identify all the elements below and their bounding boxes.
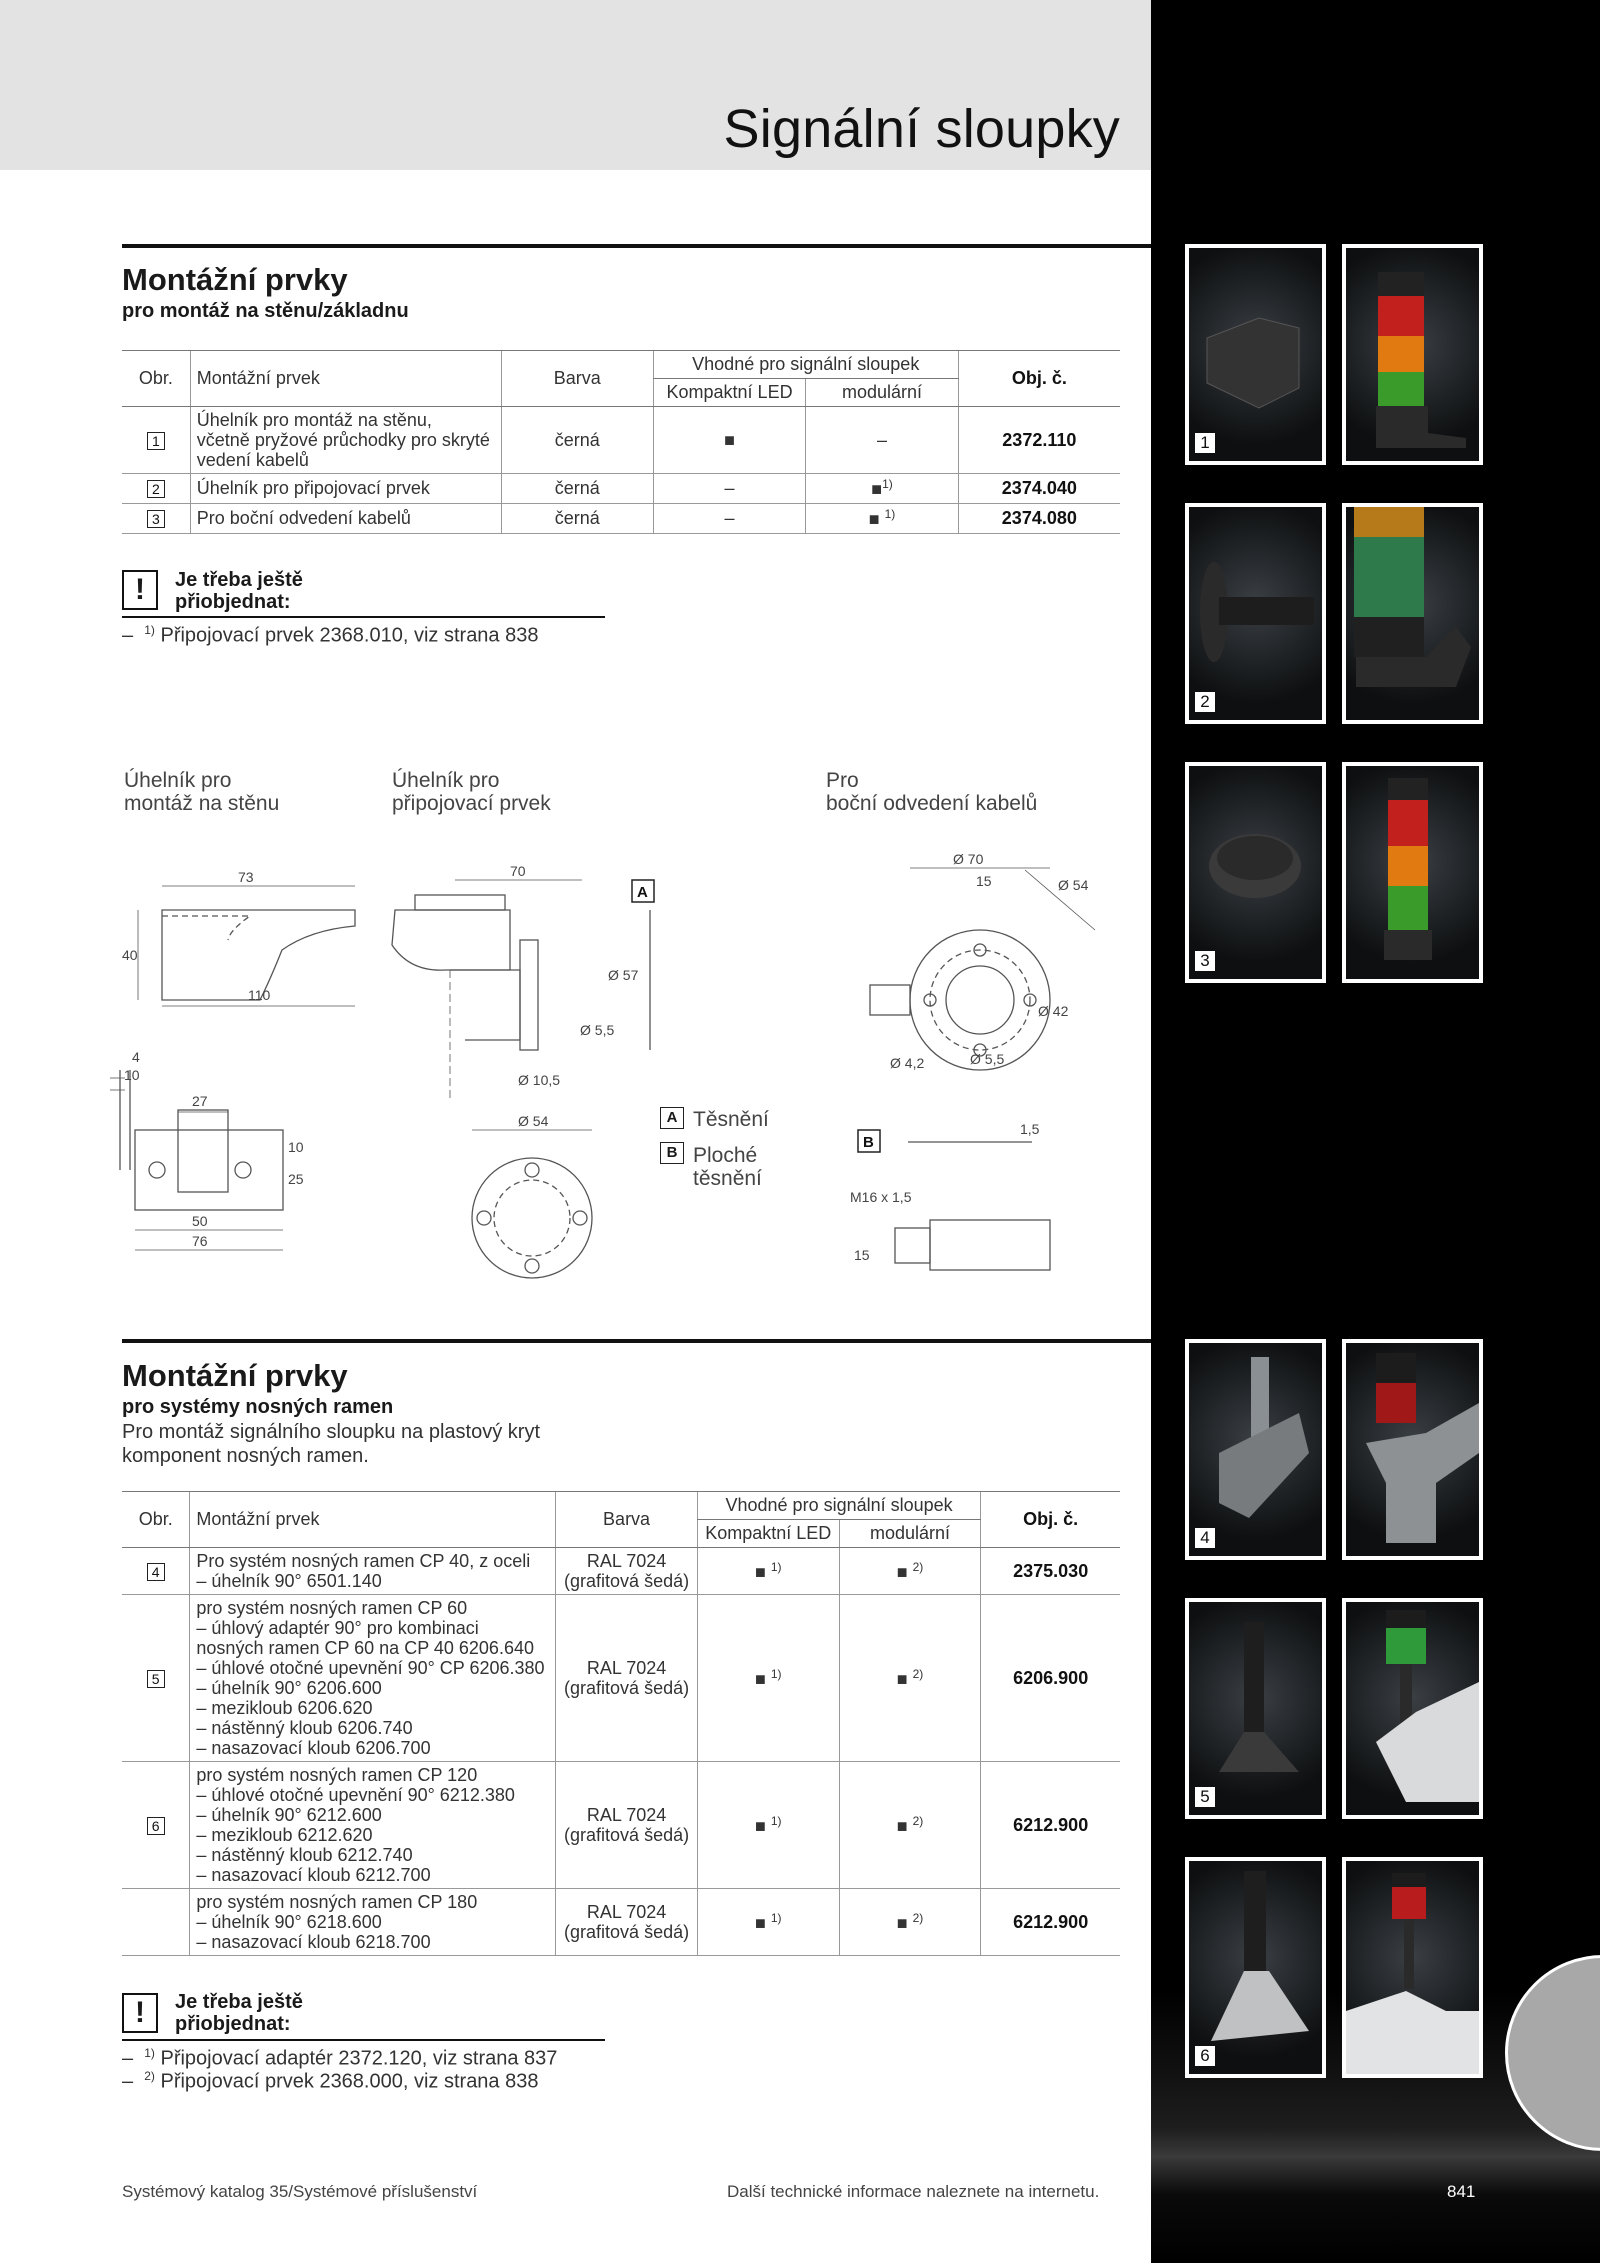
col-header-vhodne: Vhodné pro signální sloupek xyxy=(697,1492,981,1520)
hidden-line xyxy=(162,916,250,940)
item-description: pro systém nosných ramen CP 60 – úhlový adaptér 90° pro kombinaci nosných ramen CP 60 na CP 40 6206.640 – úhlové otočné upevnění 90° CP 6206.380 – úhelník 90° 6206.600 – mezikloub 6206.620 – nástěnný kloub 6206.740 – nasazovací kloub 6206.700 xyxy=(190,1595,556,1762)
photo-signal-column-cp120 xyxy=(1342,1857,1483,2078)
order-number: 6212.900 xyxy=(981,1889,1120,1956)
col-header-modul: modulární xyxy=(806,379,958,407)
photo-number: 5 xyxy=(1195,1787,1215,1807)
order-number: 6212.900 xyxy=(981,1762,1120,1889)
compact-led-mark: ■ xyxy=(754,1912,766,1933)
modular-mark: ■ xyxy=(896,1815,908,1836)
dim-label: 4 xyxy=(132,1049,140,1065)
photo-arm-mount-cp120 xyxy=(1185,1857,1326,2078)
photo-signal-column-side xyxy=(1342,762,1483,983)
legend-text-seal: Těsnění xyxy=(693,1108,769,1131)
photo-number: 4 xyxy=(1195,1528,1215,1548)
figure-number: 4 xyxy=(147,1563,165,1581)
drawing-label-side: Pro boční odvedení kabelů xyxy=(826,769,1038,815)
side-gland xyxy=(895,1228,930,1263)
note-rule xyxy=(122,616,605,618)
photo-side-cable-mount xyxy=(1185,762,1326,983)
drawing-label-adapter: Úhelník pro připojovací prvek xyxy=(392,769,551,815)
photo-arm-mount-cp40 xyxy=(1185,1339,1326,1560)
item-description: Pro systém nosných ramen CP 40, z oceli – úhelník 90° 6501.140 xyxy=(190,1548,556,1595)
footer-catalog: Systémový katalog 35/Systémové příslušenství xyxy=(122,2182,478,2201)
dim-label: Ø 42 xyxy=(1038,1003,1069,1019)
item-color: černá xyxy=(501,474,653,504)
adapter-flange-bottom xyxy=(472,1158,592,1278)
modular-mark: ■ xyxy=(868,509,880,529)
photo-signal-column-adapter xyxy=(1342,503,1483,724)
dim-label: 10 xyxy=(124,1067,140,1083)
table-row xyxy=(122,407,1120,474)
footnote-ref: 2) xyxy=(912,1910,924,1925)
compact-led-mark: ■ xyxy=(754,1668,766,1689)
footnote-ref: 1) xyxy=(144,2046,155,2060)
photo-signal-column-cp60 xyxy=(1342,1598,1483,1819)
item-color: černá xyxy=(501,407,653,474)
photo-signal-column-cp40 xyxy=(1342,1339,1483,1560)
table-row xyxy=(122,1889,1120,1956)
item-description: pro systém nosných ramen CP 180 – úhelník 90° 6218.600 – nasazovací kloub 6218.700 xyxy=(190,1889,556,1956)
box-label: A xyxy=(637,884,648,901)
section-subtitle: pro montáž na stěnu/základnu xyxy=(122,300,409,322)
section-rule xyxy=(122,244,1151,248)
mounting-table-wall xyxy=(122,350,1120,534)
col-header-kompakt: Kompaktní LED xyxy=(697,1520,839,1548)
figure-number: 1 xyxy=(147,432,165,450)
col-header-obj: Obj. č. xyxy=(958,351,1120,407)
modular-mark: ■ xyxy=(896,1561,908,1582)
signal-column-shape xyxy=(1346,1343,1479,1556)
legend-key-b: B xyxy=(660,1142,684,1164)
dim-label: 10 xyxy=(288,1139,304,1155)
cable-gland xyxy=(870,985,910,1015)
bracket-slot xyxy=(178,1110,228,1192)
photo-signal-column-wall xyxy=(1342,244,1483,465)
footnote-ref: 1) xyxy=(770,1910,782,1925)
dim-label: 50 xyxy=(192,1213,208,1229)
dim-label: Ø 5,5 xyxy=(580,1022,615,1038)
adapter-top xyxy=(415,895,505,910)
adapter-bracket-side xyxy=(392,910,510,970)
figure-number: 5 xyxy=(147,1670,165,1688)
modular-mark: ■ xyxy=(871,479,883,499)
adapter-arm xyxy=(450,970,520,1040)
item-color: RAL 7024 (grafitová šedá) xyxy=(556,1762,698,1889)
item-description: Úhelník pro montáž na stěnu, včetně pryžové průchodky pro skryté vedení kabelů xyxy=(190,407,501,474)
footnote-ref: 2) xyxy=(912,1666,924,1681)
dim-label: M16 x 1,5 xyxy=(850,1189,912,1205)
signal-column-shape xyxy=(1346,507,1479,720)
col-header-prvek: Montážní prvek xyxy=(190,1492,556,1548)
note-item xyxy=(122,2069,538,2094)
table-row xyxy=(122,1595,1120,1762)
item-color: RAL 7024 (grafitová šedá) xyxy=(556,1548,698,1595)
dim-label: Ø 54 xyxy=(1058,877,1089,893)
footnote-ref: 1) xyxy=(884,507,896,521)
compact-led-mark: ■ xyxy=(754,1561,766,1582)
technical-drawings xyxy=(110,840,1110,1290)
order-number: 2374.040 xyxy=(958,474,1120,504)
note-title-line: přiobjednat: xyxy=(175,2013,291,2035)
signal-column-shape xyxy=(1346,248,1479,461)
box-label: B xyxy=(863,1134,874,1151)
dim-label: 1,5 xyxy=(1020,1121,1040,1137)
compact-led-mark: – xyxy=(653,474,805,504)
dim-label: Ø 70 xyxy=(953,851,984,867)
bracket-shape xyxy=(1189,248,1322,461)
mounting-hole xyxy=(477,1211,491,1225)
footer-info: Další technické informace naleznete na internetu. xyxy=(727,2182,1100,2201)
footnote-ref: 2) xyxy=(144,2069,155,2083)
mount-shape xyxy=(1189,1602,1322,1815)
photo-number: 3 xyxy=(1195,951,1215,971)
mounting-hole xyxy=(525,1259,539,1273)
page-number: 841 xyxy=(1447,2182,1476,2201)
page-title: Signální sloupky xyxy=(723,99,1120,159)
legend-key-a: A xyxy=(660,1107,684,1129)
order-number: 2372.110 xyxy=(958,407,1120,474)
dim-label: Ø 10,5 xyxy=(518,1072,561,1088)
note-dash: – xyxy=(122,2070,134,2093)
note-dash: – xyxy=(122,2047,134,2070)
compact-led-mark: – xyxy=(653,504,805,534)
dim-label: 40 xyxy=(122,947,138,963)
note-title xyxy=(175,1991,303,2035)
photo-adapter-bracket xyxy=(1185,503,1326,724)
footnote-ref: 1) xyxy=(770,1559,782,1574)
footnote-ref: 2) xyxy=(912,1813,924,1828)
note-item xyxy=(122,623,538,648)
dim-label: Ø 54 xyxy=(518,1113,549,1129)
table-row xyxy=(122,504,1120,534)
dim-label: 73 xyxy=(238,869,254,885)
figure-number: 3 xyxy=(147,510,165,528)
note-text: Připojovací adaptér 2372.120, viz strana 837 xyxy=(160,2047,558,2070)
exclamation-icon: ! xyxy=(122,570,158,610)
dim-label: Ø 5,5 xyxy=(970,1051,1005,1067)
exclamation-icon: ! xyxy=(122,1993,158,2033)
drawing-label-wall: Úhelník pro montáž na stěnu xyxy=(124,769,280,815)
wall-bracket-front xyxy=(135,1130,283,1210)
mount-shape xyxy=(1189,1861,1322,2074)
table-row xyxy=(122,1548,1120,1595)
note-text: Připojovací prvek 2368.010, viz strana 838 xyxy=(160,624,539,647)
note-text: Připojovací prvek 2368.000, viz strana 838 xyxy=(160,2070,539,2093)
section-subtitle: pro systémy nosných ramen xyxy=(122,1396,394,1418)
figure-number-empty xyxy=(122,1889,190,1956)
modular-mark: – xyxy=(806,407,958,474)
footnote-ref: 1) xyxy=(144,623,155,637)
side-housing xyxy=(930,1220,1050,1270)
photo-number: 2 xyxy=(1195,692,1215,712)
dim-label: 25 xyxy=(288,1171,304,1187)
mounting-hole xyxy=(149,1162,165,1178)
side-flange xyxy=(910,930,1050,1070)
item-color: černá xyxy=(501,504,653,534)
col-header-barva: Barva xyxy=(501,351,653,407)
note-title-line: přiobjednat: xyxy=(175,591,291,613)
dim-label: 110 xyxy=(248,987,271,1003)
mount-shape xyxy=(1189,1343,1322,1556)
dim-label: 27 xyxy=(192,1093,208,1109)
figure-number: 2 xyxy=(147,480,165,498)
item-description: pro systém nosných ramen CP 120 – úhlové otočné upevnění 90° 6212.380 – úhelník 90° 6212.600 – mezikloub 6212.620 – nástěnný kloub 6212.740 – nasazovací kloub 6212.700 xyxy=(190,1762,556,1889)
footnote-ref: 1) xyxy=(770,1813,782,1828)
figure-number: 6 xyxy=(147,1817,165,1835)
bracket-shape xyxy=(1189,507,1322,720)
mount-shape xyxy=(1189,766,1322,979)
mounting-table-arm xyxy=(122,1491,1120,1956)
bolt-circle xyxy=(494,1180,570,1256)
dim-label: 70 xyxy=(510,863,526,879)
col-header-kompakt: Kompaktní LED xyxy=(653,379,805,407)
mounting-hole xyxy=(235,1162,251,1178)
section-title: Montážní prvky xyxy=(122,262,348,297)
col-header-obr: Obr. xyxy=(122,351,190,407)
signal-column-shape xyxy=(1346,766,1479,979)
table-row xyxy=(122,1762,1120,1889)
item-description: Úhelník pro připojovací prvek xyxy=(190,474,501,504)
item-color: RAL 7024 (grafitová šedá) xyxy=(556,1889,698,1956)
legend-text-flat-seal: Ploché těsnění xyxy=(693,1144,762,1190)
adapter-flange xyxy=(520,940,538,1050)
order-number: 2375.030 xyxy=(981,1548,1120,1595)
modular-mark: ■ xyxy=(896,1912,908,1933)
col-header-vhodne: Vhodné pro signální sloupek xyxy=(653,351,958,379)
mounting-hole xyxy=(525,1163,539,1177)
footnote-ref: 1) xyxy=(882,477,893,491)
mounting-hole xyxy=(573,1211,587,1225)
order-number: 6206.900 xyxy=(981,1595,1120,1762)
order-number: 2374.080 xyxy=(958,504,1120,534)
signal-column-shape xyxy=(1346,1602,1479,1815)
col-header-obr: Obr. xyxy=(122,1492,190,1548)
inner-bore xyxy=(946,966,1014,1034)
col-header-prvek: Montážní prvek xyxy=(190,351,501,407)
col-header-modul: modulární xyxy=(839,1520,981,1548)
dim-label: 76 xyxy=(192,1233,208,1249)
section-rule xyxy=(122,1339,1151,1343)
compact-led-mark: ■ xyxy=(653,407,805,474)
note-rule xyxy=(122,2039,605,2041)
table-row xyxy=(122,474,1120,504)
item-color: RAL 7024 (grafitová šedá) xyxy=(556,1595,698,1762)
footnote-ref: 1) xyxy=(770,1666,782,1681)
section-title: Montážní prvky xyxy=(122,1358,348,1393)
signal-column-shape xyxy=(1346,1861,1479,2074)
bolt-circle xyxy=(930,950,1030,1050)
modular-mark: ■ xyxy=(896,1668,908,1689)
col-header-barva: Barva xyxy=(556,1492,698,1548)
note-title xyxy=(175,569,303,613)
note-title-line: Je třeba ještě xyxy=(175,569,303,591)
dim-label: 15 xyxy=(976,873,992,889)
note-dash: – xyxy=(122,624,134,647)
photo-number: 6 xyxy=(1195,2046,1215,2066)
note-item xyxy=(122,2046,557,2071)
photo-wall-bracket xyxy=(1185,244,1326,465)
note-title-line: Je třeba ještě xyxy=(175,1991,303,2013)
compact-led-mark: ■ xyxy=(754,1815,766,1836)
col-header-obj: Obj. č. xyxy=(981,1492,1120,1548)
section-description: Pro montáž signálního sloupku na plastový kryt komponent nosných ramen. xyxy=(122,1421,540,1467)
dim-label: 15 xyxy=(854,1247,870,1263)
item-description: Pro boční odvedení kabelů xyxy=(190,504,501,534)
dim-label: Ø 57 xyxy=(608,967,639,983)
photo-number: 1 xyxy=(1195,433,1215,453)
photo-arm-mount-cp60 xyxy=(1185,1598,1326,1819)
dim-label: Ø 4,2 xyxy=(890,1055,925,1071)
footnote-ref: 2) xyxy=(912,1559,924,1574)
bracket-leg xyxy=(120,1070,130,1170)
